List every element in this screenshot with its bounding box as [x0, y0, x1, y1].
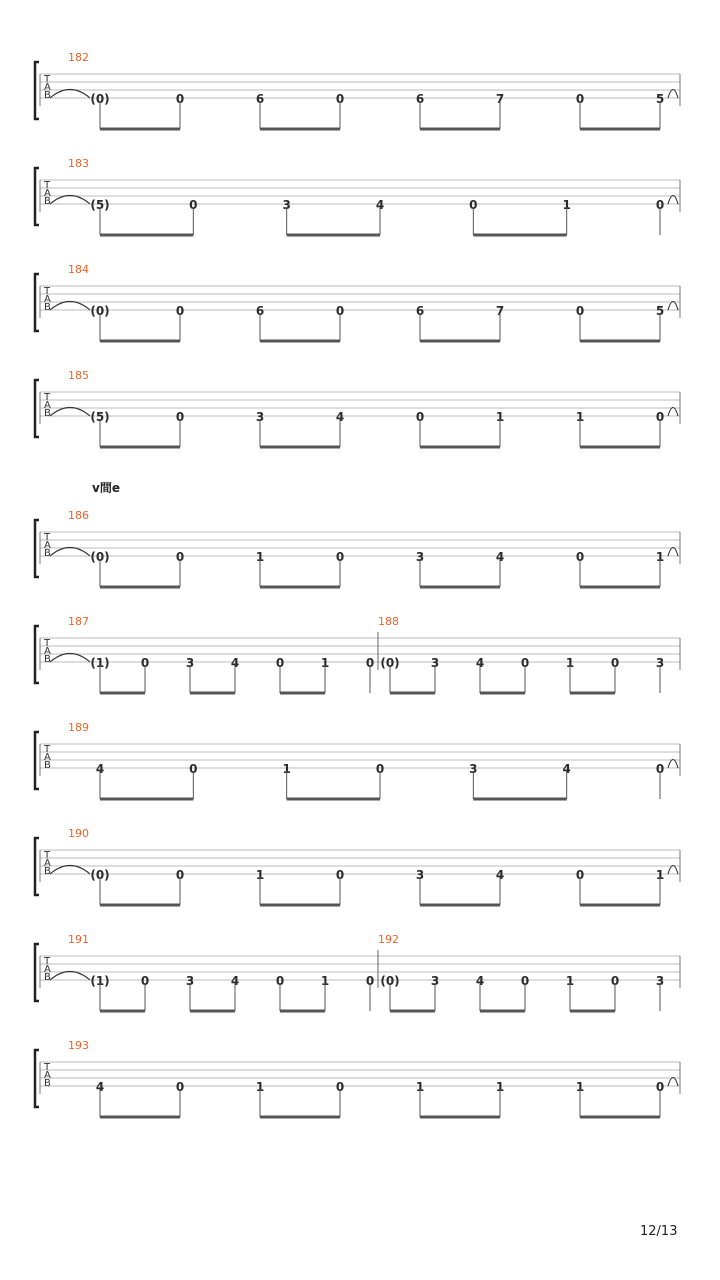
- fret-number: 0: [365, 974, 375, 988]
- fret-number: 0: [335, 550, 345, 564]
- fret-number: 6: [255, 92, 265, 106]
- tab-clef-letter: A: [44, 400, 51, 411]
- fret-number: 7: [495, 304, 505, 318]
- fret-number: 0: [575, 92, 585, 106]
- fret-number: 5: [655, 92, 665, 106]
- tab-clef-letter: A: [44, 188, 51, 199]
- fret-number: 1: [320, 656, 330, 670]
- tie-in-arc: [50, 654, 90, 663]
- fret-number: (0): [90, 550, 110, 564]
- fret-number: 3: [430, 656, 440, 670]
- fret-number: 4: [95, 762, 105, 776]
- fret-number: 0: [335, 304, 345, 318]
- tie-out-arc: [668, 866, 678, 875]
- tie-in-arc: [50, 866, 90, 875]
- fret-number: 7: [495, 92, 505, 106]
- tab-clef-letter: T: [44, 956, 51, 967]
- fret-number: 0: [575, 868, 585, 882]
- measure-number: 193: [68, 1039, 89, 1052]
- measure-number: 189: [68, 721, 89, 734]
- tie-in-arc: [50, 90, 90, 99]
- fret-number: 0: [655, 1080, 665, 1094]
- fret-number: 0: [575, 304, 585, 318]
- tie-in-arc: [50, 302, 90, 311]
- fret-number: 0: [610, 974, 620, 988]
- system-bracket: [35, 1050, 39, 1107]
- tab-clef-letter: B: [44, 90, 51, 101]
- fret-number: 3: [655, 656, 665, 670]
- fret-number: 0: [189, 198, 198, 212]
- fret-number: 0: [140, 974, 150, 988]
- fret-number: 4: [95, 1080, 105, 1094]
- fret-number: 3: [655, 974, 665, 988]
- page-number: 12/13: [640, 1224, 678, 1239]
- fret-number: 1: [415, 1080, 425, 1094]
- tie-out-arc: [668, 548, 678, 557]
- measure-number: 185: [68, 369, 89, 382]
- fret-number: 0: [175, 92, 185, 106]
- measure-number: 182: [68, 51, 89, 64]
- fret-number: (5): [90, 198, 110, 212]
- tab-clef-letter: T: [44, 74, 51, 85]
- fret-number: (0): [90, 304, 110, 318]
- fret-number: 6: [415, 92, 425, 106]
- fret-number: 0: [575, 550, 585, 564]
- fret-number: 3: [282, 198, 291, 212]
- tie-in-arc: [50, 196, 90, 205]
- system-bracket: [35, 626, 39, 683]
- fret-number: 0: [469, 198, 478, 212]
- fret-number: 0: [415, 410, 425, 424]
- fret-number: 0: [365, 656, 375, 670]
- tie-in-arc: [50, 408, 90, 417]
- fret-number: 0: [175, 550, 185, 564]
- measure-number: 184: [68, 263, 89, 276]
- tab-clef-letter: A: [44, 964, 51, 975]
- fret-number: (0): [380, 974, 400, 988]
- tie-out-arc: [668, 302, 678, 311]
- fret-number: 1: [655, 550, 665, 564]
- fret-number: 0: [655, 198, 665, 212]
- fret-number: 1: [495, 1080, 505, 1094]
- tab-clef-letter: T: [44, 1062, 51, 1073]
- measure-number: 186: [68, 509, 89, 522]
- tab-clef-letter: A: [44, 82, 51, 93]
- tie-out-arc: [668, 90, 678, 99]
- system-bracket: [35, 520, 39, 577]
- fret-number: 0: [335, 1080, 345, 1094]
- system-bracket: [35, 838, 39, 895]
- fret-number: 1: [575, 1080, 585, 1094]
- fret-number: (1): [90, 656, 110, 670]
- fret-number: 0: [335, 92, 345, 106]
- fret-number: 6: [415, 304, 425, 318]
- tie-in-arc: [50, 548, 90, 557]
- fret-number: 4: [475, 974, 485, 988]
- fret-number: 4: [335, 410, 345, 424]
- system-bracket: [35, 732, 39, 789]
- fret-number: 1: [255, 1080, 265, 1094]
- fret-number: 1: [655, 868, 665, 882]
- fret-number: 1: [565, 656, 575, 670]
- fret-number: 3: [185, 974, 195, 988]
- fret-number: 0: [175, 868, 185, 882]
- tab-clef-letter: T: [44, 744, 51, 755]
- tie-out-arc: [668, 1078, 678, 1087]
- fret-number: 1: [565, 974, 575, 988]
- tab-clef-letter: A: [44, 858, 51, 869]
- fret-number: 1: [255, 868, 265, 882]
- tab-clef-letter: A: [44, 752, 51, 763]
- measure-number: 192: [378, 933, 399, 946]
- fret-number: 0: [175, 1080, 185, 1094]
- tab-clef-letter: T: [44, 532, 51, 543]
- fret-number: 1: [562, 198, 571, 212]
- fret-number: 0: [175, 304, 185, 318]
- tab-clef-letter: A: [44, 646, 51, 657]
- tab-clef-letter: B: [44, 548, 51, 559]
- fret-number: 0: [140, 656, 150, 670]
- fret-number: 0: [189, 762, 198, 776]
- tab-clef-letter: B: [44, 302, 51, 313]
- fret-number: (1): [90, 974, 110, 988]
- fret-number: 0: [655, 762, 665, 776]
- fret-number: 3: [469, 762, 478, 776]
- fret-number: (0): [380, 656, 400, 670]
- tab-clef-letter: T: [44, 392, 51, 403]
- fret-number: 0: [610, 656, 620, 670]
- tab-clef-letter: A: [44, 540, 51, 551]
- fret-number: 0: [175, 410, 185, 424]
- tab-clef-letter: T: [44, 638, 51, 649]
- tab-clef-letter: T: [44, 850, 51, 861]
- fret-number: 1: [495, 410, 505, 424]
- fret-number: 3: [185, 656, 195, 670]
- fret-number: 4: [475, 656, 485, 670]
- tab-clef-letter: A: [44, 294, 51, 305]
- fret-number: (0): [90, 92, 110, 106]
- measure-number: 188: [378, 615, 399, 628]
- tab-clef-letter: A: [44, 1070, 51, 1081]
- fret-number: (0): [90, 868, 110, 882]
- tab-clef-letter: B: [44, 866, 51, 877]
- tab-clef-letter: B: [44, 408, 51, 419]
- tab-clef-letter: B: [44, 196, 51, 207]
- fret-number: 3: [415, 868, 425, 882]
- tab-clef-letter: B: [44, 760, 51, 771]
- fret-number: 4: [495, 868, 505, 882]
- tie-out-arc: [668, 196, 678, 205]
- system-bracket: [35, 168, 39, 225]
- fret-number: 1: [282, 762, 291, 776]
- fret-number: 3: [430, 974, 440, 988]
- measure-number: 191: [68, 933, 89, 946]
- fret-number: 0: [275, 974, 285, 988]
- fret-number: 0: [335, 868, 345, 882]
- fret-number: 5: [655, 304, 665, 318]
- fret-number: 6: [255, 304, 265, 318]
- fret-number: 4: [562, 762, 571, 776]
- system-bracket: [35, 274, 39, 331]
- fret-number: 0: [375, 762, 385, 776]
- tab-clef-letter: B: [44, 972, 51, 983]
- tie-in-arc: [50, 972, 90, 981]
- fret-number: 3: [415, 550, 425, 564]
- tie-out-arc: [668, 408, 678, 417]
- fret-number: 3: [255, 410, 265, 424]
- fret-number: 4: [375, 198, 385, 212]
- measure-number: 183: [68, 157, 89, 170]
- tab-clef-letter: B: [44, 1078, 51, 1089]
- fret-number: 0: [655, 410, 665, 424]
- tie-out-arc: [668, 760, 678, 769]
- fret-number: 1: [575, 410, 585, 424]
- tab-clef-letter: B: [44, 654, 51, 665]
- measure-number: 190: [68, 827, 89, 840]
- fret-number: 4: [230, 656, 240, 670]
- fret-number: (5): [90, 410, 110, 424]
- system-bracket: [35, 380, 39, 437]
- tab-clef-letter: T: [44, 286, 51, 297]
- fret-number: 1: [255, 550, 265, 564]
- fret-number: 4: [230, 974, 240, 988]
- fret-number: 0: [275, 656, 285, 670]
- fret-number: 4: [495, 550, 505, 564]
- system-bracket: [35, 944, 39, 1001]
- measure-number: 187: [68, 615, 89, 628]
- fret-number: 1: [320, 974, 330, 988]
- fret-number: 0: [520, 974, 530, 988]
- section-label: v間e: [92, 481, 120, 495]
- fret-number: 0: [520, 656, 530, 670]
- tab-clef-letter: T: [44, 180, 51, 191]
- system-bracket: [35, 62, 39, 119]
